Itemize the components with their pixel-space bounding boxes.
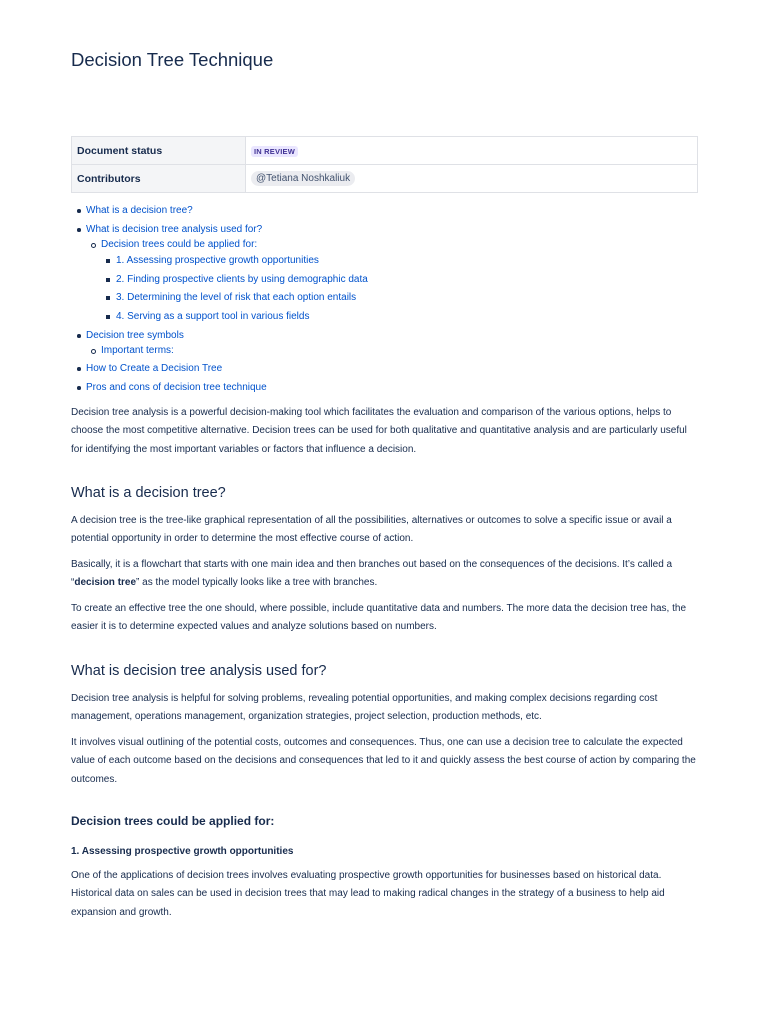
paragraph: To create an effective tree the one should, where possible, include quantitative data and numbers. The more data the decision tree has, the easier it is to determine expected values and analyze solutions based on numbers. [71,603,687,633]
toc-item [116,291,356,305]
bullet-icon [77,228,81,232]
contributors-label: Contributors [72,165,246,193]
page-title: Decision Tree Technique [71,49,274,70]
toc-link-terms[interactable]: Important terms: [101,345,174,356]
user-mention[interactable]: @Tetiana Noshkaliuk [251,171,355,186]
toc-link-applied-for[interactable]: Decision trees could be applied for: [101,239,258,250]
bullet-icon [77,367,81,371]
heading-used-for: What is decision tree analysis used for? [71,663,327,679]
toc-link-serving[interactable]: 4. Serving as a support tool in various fields [116,311,310,322]
square-bullet-icon [106,296,110,300]
status-badge[interactable]: IN REVIEW [251,146,298,157]
paragraph: A decision tree is the tree-like graphical representation of all the possibilities, alternatives or outcomes to solve a specific issue or avail a potential opportunity in order to determine the most effective course of action. [71,515,672,545]
square-bullet-icon [106,315,110,319]
toc-item [116,273,368,287]
paragraph: Decision tree analysis is helpful for solving problems, revealing potential opportunities, and making complex decisions regarding cost management, operations management, organization strategies, project selection, production methods, etc. [71,693,658,723]
bullet-icon [77,386,81,390]
toc-item [86,362,222,376]
text-span: ” as the model typically looks like a tree with branches. [136,577,378,589]
toc-item [86,204,193,218]
paragraph: One of the applications of decision trees involves evaluating prospective growth opportunities for businesses based on historical data. Historical data on sales can be used in decision trees that may lead to making radical changes in the strategy of a business to help aid expansion and growth. [71,870,665,918]
toc-link-create[interactable]: How to Create a Decision Tree [86,363,223,374]
toc-link-determining[interactable]: 3. Determining the level of risk that each option entails [116,292,357,303]
toc-link-finding[interactable]: 2. Finding prospective clients by using demographic data [116,274,368,285]
intro-paragraph: Decision tree analysis is a powerful decision-making tool which facilitates the evaluation and comparison of the various options, helps to choose the most competitive alternative. Decision trees can be used for both qualitative and quantitative analysis and are particularly useful for identifying the most important variables or factors that influence a decision. [71,407,687,455]
toc-item [116,254,319,268]
toc-link-what-is[interactable]: What is a decision tree? [86,205,193,216]
paragraph: It involves visual outlining of the potential costs, outcomes and consequences. Thus, one can use a decision tree to calculate the expected value of each outcome based on the decisions and consequences that led to it and quickly assess the best course of action by comparing the outcomes. [71,737,696,785]
table-row [72,165,698,193]
toc-link-used-for[interactable]: What is decision tree analysis used for? [86,224,263,235]
toc-item [101,238,257,252]
square-bullet-icon [106,259,110,263]
text-span: Basically, it is a flowchart that starts with one main idea and then branches out based on the consequences of the decisions. It’s called a “ [71,559,673,589]
toc-item [86,329,184,343]
status-label: Document status [72,137,246,165]
contributors-cell [246,165,698,193]
table-row [72,137,698,165]
toc-item [116,310,309,324]
square-bullet-icon [106,278,110,282]
heading-assessing: 1. Assessing prospective growth opportunities [71,846,294,857]
heading-applied-for: Decision trees could be applied for: [71,814,275,828]
toc-item [101,344,174,358]
toc-item [86,223,262,237]
toc-item [86,381,267,395]
heading-what-is: What is a decision tree? [71,485,226,501]
bullet-icon [77,334,81,338]
bold-term: decision tree [74,577,137,589]
circle-bullet-icon [91,349,96,354]
status-cell [246,137,698,165]
toc-link-pros-cons[interactable]: Pros and cons of decision tree technique [86,382,267,393]
paragraph [71,556,699,593]
bullet-icon [77,209,81,213]
document-properties-table [71,136,698,193]
toc-link-symbols[interactable]: Decision tree symbols [86,330,184,341]
toc-link-assessing[interactable]: 1. Assessing prospective growth opportunities [116,255,319,266]
circle-bullet-icon [91,243,96,248]
